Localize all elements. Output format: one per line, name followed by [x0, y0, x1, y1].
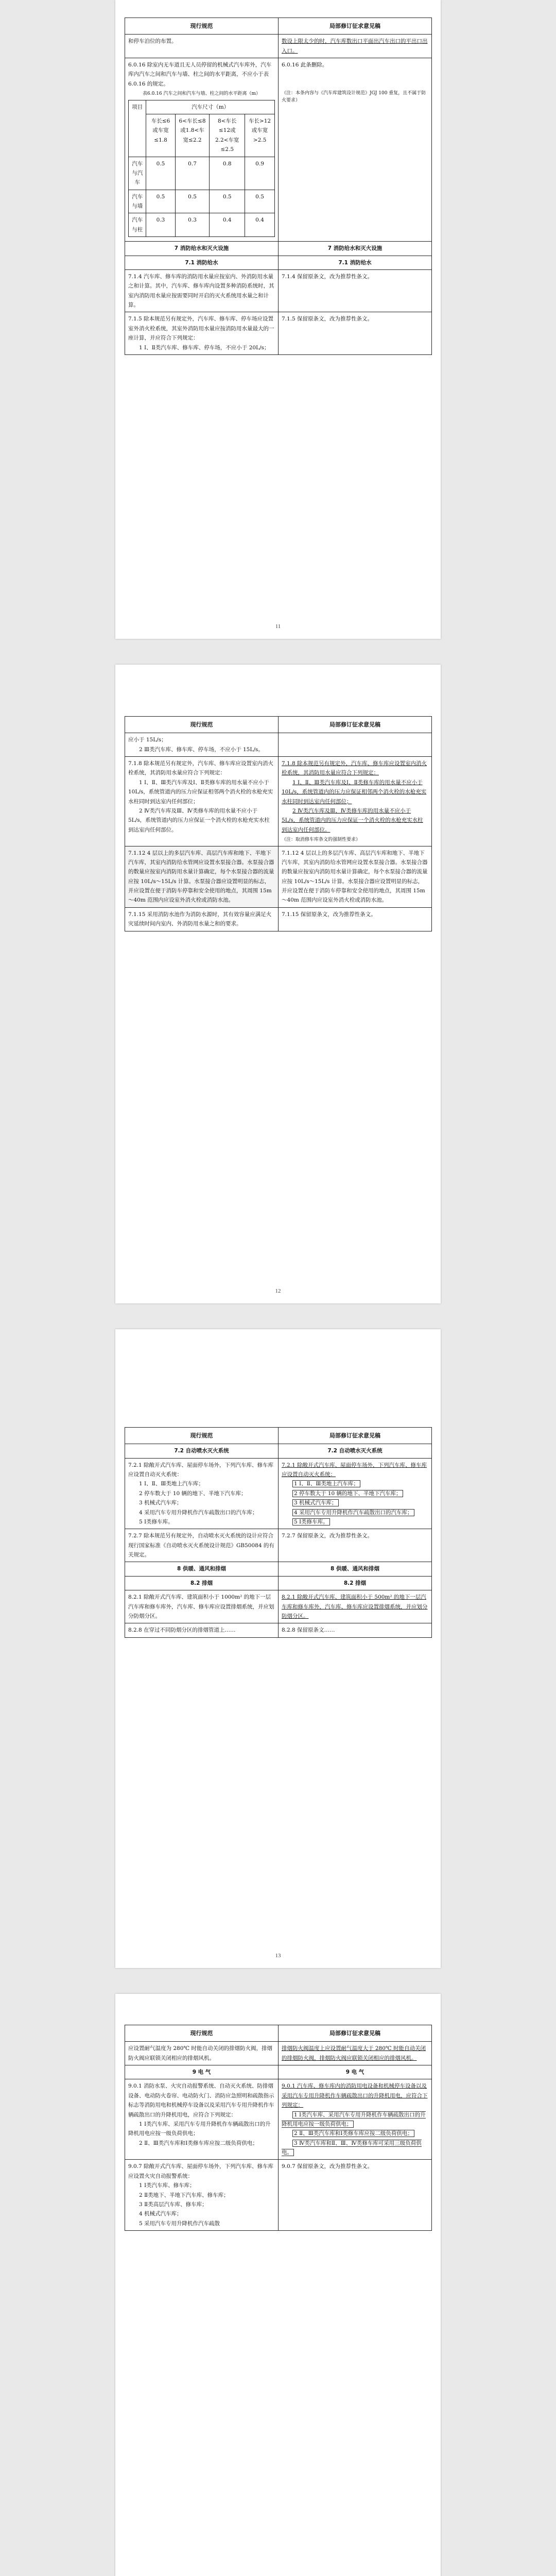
boxed-text: 3 机械式汽车库；	[292, 1499, 339, 1506]
mini-cell: 0.3	[146, 213, 175, 237]
mini-cell: 0.4	[210, 213, 245, 237]
header-revised: 局部修订征求意见稿	[279, 1428, 432, 1444]
cell-left: 7.1.15 采用消防水池作为消防水源时，其有效容量应满足火灾延续时间内室内、外消防用水量之和的要求。	[125, 907, 279, 931]
cell-right: 9.0.7 保留原条文，改为推荐性条文。	[279, 2160, 432, 2231]
section-heading: 9 电 气	[125, 2065, 279, 2079]
section-heading: 8.2 排烟	[125, 1576, 279, 1590]
section-heading: 7 消防给水和灭火设施	[279, 242, 432, 256]
comparison-table	[125, 1427, 432, 1638]
comparison-table	[125, 18, 432, 355]
section-heading: 7.2 自动喷水灭火系统	[279, 1444, 432, 1458]
boxed-text: 1 Ⅰ、Ⅱ、Ⅲ类地上汽车库；	[292, 1480, 360, 1487]
comparison-table	[125, 2025, 432, 2231]
distance-table	[128, 100, 275, 238]
mini-row-label: 汽车与墙	[129, 190, 146, 213]
mini-col: 6<车长≤8或1.8<车宽≤2.2	[175, 114, 210, 157]
mini-row-label: 汽车与柱	[129, 213, 146, 237]
section-heading: 7 消防给水和灭火设施	[125, 242, 279, 256]
page-3	[115, 1329, 441, 1968]
cell-left: 9.0.7 除敞开式汽车库、屋面停车场外，下列汽车库、修车库应设置火灾自动报警系统： 1 Ⅰ类汽车库、修车库； 2 Ⅱ类地下、半地下汽车库、修车库； 3 Ⅱ类高层汽车库、修车库； 4 机械式汽车库； 5 采用汽车专用升降机作汽车疏散	[125, 2160, 279, 2231]
cell-right: 8.2.1 除敞开式汽车库、建筑面积小于 500m² 的地下一层汽车库和修车库外，汽车库、修车库应设置排烟系统，并应划分防烟分区。	[279, 1590, 432, 1623]
cell-right: 7.2.1 除敞开式汽车库、屋面停车场外，下列汽车库、修车库应设置自动灭火系统： 1 Ⅰ、Ⅱ、Ⅲ类地上汽车库； 2 停车数大于 10 辆的地下、半地下汽车库； 3 机械式汽车库； 4 采用汽车专用升降机作汽车疏散出口的汽车库； 5 Ⅰ类修车库。	[279, 1458, 432, 1529]
header-revised: 局部修订征求意见稿	[279, 18, 432, 35]
mini-cell: 0.7	[175, 157, 210, 190]
boxed-text: 3 Ⅳ类汽车库和Ⅱ、Ⅲ、Ⅳ类修车库可采用三级负荷供电。	[282, 2140, 422, 2156]
header-current: 现行规范	[125, 717, 279, 733]
mini-header: 项目	[129, 100, 146, 157]
section-heading: 7.1 消防给水	[279, 256, 432, 269]
cell-left: 7.1.8 除本规范另有规定外，汽车库、修车库应设置室内消火栓系统，其消防用水量应符合下列规定： 1 Ⅰ、Ⅱ、Ⅲ类汽车库及Ⅰ、Ⅱ类修车库的用水量不应小于 10L/s，系统管道内的压力应保证相邻两个消火栓的水枪充实水柱同时到达室内任何部位； 2 Ⅳ类汽车库及Ⅲ、Ⅳ类修车库的用水量不应小于 5L/s，系统管道内的压力应保证一个消火栓的水枪充实水柱到达室内任何部位。	[125, 757, 279, 846]
mini-cell: 0.5	[146, 157, 175, 190]
mini-cell: 0.3	[175, 213, 210, 237]
header-revised: 局部修订征求意见稿	[279, 2025, 432, 2042]
mini-col: 车长≤6或车宽≤1.8	[146, 114, 175, 157]
cell-right: 9.0.1 汽车库、修车库内的消防用电设备和机械停车设备以及采用汽车专用升降机作车辆疏散出口的升降机用电，应符合下列规定： 1 Ⅰ类汽车库、采用汽车专用升降机作车辆疏散出口的升降机用电应按一级负荷供电； 2 Ⅱ、Ⅲ类汽车库和Ⅰ类修车库应按二级负荷供电； 3 Ⅳ类汽车库和Ⅱ、Ⅲ、Ⅳ类修车库可采用三级负荷供电。	[279, 2079, 432, 2160]
section-heading: 8 供暖、通风和排烟	[125, 1562, 279, 1576]
cell-right: 7.1.5 保留原条文，改为推荐性条文。	[279, 312, 432, 355]
cell-right: 7.1.4 保留原条文，改为推荐性条文。	[279, 269, 432, 312]
cell-left: 7.1.12 4 层以上的多层汽车库、高层汽车库和地下、半地下汽车库，其室内消防给水管网应设置水泵接合器。水泵接合器的数量应按室内消防用水量计算确定，每个水泵接合器的流量应按 10L/s～15L/s 计算。水泵接合器应设置明显的标志，并应设置在便于消防车停靠和安全使用的地点，其周围 15m～40m 范围内应设室外消火栓或消防水池。	[125, 846, 279, 907]
section-heading: 8 供暖、通风和排烟	[279, 1562, 432, 1576]
cell-left: 应设置耐气温度为 280℃ 时能自动关闭的排烟防火阀，排烟防火阀应联锁关闭相应的排烟风机。	[125, 2042, 279, 2065]
revision-note: （注：本条内容与《汽车库建筑设计规范》JGJ 100 重复，且不属于防火要求）	[282, 91, 426, 103]
page-number: 12	[275, 1288, 281, 1294]
header-current: 现行规范	[125, 18, 279, 35]
boxed-text: 5 Ⅰ类修车库。	[292, 1518, 330, 1526]
mini-cell: 0.5	[146, 190, 175, 213]
boxed-text: 2 Ⅱ、Ⅲ类汽车库和Ⅰ类修车库应按二级负荷供电；	[292, 2130, 414, 2137]
mini-col: 车长>12或车宽>2.5	[245, 114, 275, 157]
section-heading: 8.2 排烟	[279, 1576, 432, 1590]
header-revised: 局部修订征求意见稿	[279, 717, 432, 733]
mini-cell: 0.5	[245, 190, 275, 213]
section-heading: 9 电 气	[279, 2065, 432, 2079]
comparison-table	[125, 716, 432, 931]
page-1	[115, 0, 441, 639]
mini-cell: 0.5	[210, 190, 245, 213]
cell-right: 7.2.7 保留原条文，改为推荐性条文。	[279, 1529, 432, 1562]
mini-cell: 0.5	[175, 190, 210, 213]
mini-cell: 0.9	[245, 157, 275, 190]
cell-right: 7.1.15 保留原条文，改为推荐性条文。	[279, 907, 432, 931]
cell-right: 排烟防火阀温度上应设置耐气温度大于 280℃ 时能自动关闭的排烟防火阀，排烟防火阀应联锁关闭相应的排烟风机。	[279, 2042, 432, 2065]
cell-right	[279, 733, 432, 757]
page-2	[115, 665, 441, 1303]
mini-col: 8<车长≤12或2.2<车宽≤2.5	[210, 114, 245, 157]
cell-right: 7.1.8 除本规范另有规定外，汽车库、修车库应设置室内消火栓系统，其消防用水量应符合下列规定： 1 Ⅰ、Ⅱ、Ⅲ类汽车库及Ⅰ、Ⅱ类修车库的用水量不应小于 10L/s，系统管道内的压力应保证相邻两个消火栓的水枪充实水柱同时到达室内任何部位； 2 Ⅳ类汽车库及Ⅲ、Ⅳ类修车库的用水量不应小于 5L/s，系统管道内的压力应保证一个消火栓的水枪充实水柱到达室内任何部位。 （注：取消修车库条文的强制性要求）	[279, 757, 432, 846]
cell-left: 6.0.16 除室内无车道且无人员停留的机械式汽车库外，汽车库内汽车之间和汽车与墙、柱之间的水平距离，不应小于表6.0.16 的规定。 表6.0.16 汽车之间和汽车与墙、柱之间的水平距离（m） 项目 汽车尺寸（m） 车长≤6或车宽≤1.8 6<车长≤8或1.8<车宽≤2.2 8<车长≤12或2.2<车宽≤2.5 车长>12或车宽>2.5 汽车与汽车 0.5 0.7 0.8 0.9 汽车与墙 0.5 0.5 0.5 0.5 汽车与柱 0.3 0.3 0.4 0.4	[125, 58, 279, 242]
cell-right: 8.2.8 保留原条文……	[279, 1623, 432, 1637]
cell-left: 和停车泊位的布置。	[125, 35, 279, 58]
section-heading: 7.2 自动喷水灭火系统	[125, 1444, 279, 1458]
mini-header: 汽车尺寸（m）	[146, 100, 275, 114]
cell-left: 应小于 15L/s； 2 Ⅲ类汽车库、修车库、停车场，不应小于 15L/s。	[125, 733, 279, 757]
page-number: 11	[275, 623, 281, 630]
section-heading: 7.1 消防给水	[125, 256, 279, 269]
cell-left: 7.1.5 除本规范另有规定外，汽车库、修车库、停车场应设置室外消火栓系统，其室外消防用水量应按消防用水量最大的一座计算，并应符合下列规定： 1 Ⅰ、Ⅱ类汽车库、修车库、停车场，不应小于 20L/s；	[125, 312, 279, 355]
boxed-text: 1 Ⅰ类汽车库、采用汽车专用升降机作车辆疏散出口的升降机用电应按一级负荷供电；	[282, 2111, 426, 2127]
mini-row-label: 汽车与汽车	[129, 157, 146, 190]
cell-left: 7.2.1 除敞开式汽车库、屋面停车场外，下列汽车库、修车库应设置自动灭火系统： 1 Ⅰ、Ⅱ、Ⅲ类地上汽车库； 2 停车数大于 10 辆的地下、半地下汽车库； 3 机械式汽车库； 4 采用汽车专用升降机作汽车疏散出口的汽车库； 5 Ⅰ类修车库。	[125, 1458, 279, 1529]
cell-left: 9.0.1 消防水泵、火灾自动报警系统、自动灭火系统、防排烟设备、电动防火卷帘、电动防火门、消防应急照明和疏散指示标志等消防用电和机械停车设备以及采用汽车专用升降机作车辆疏散出口的升降机用电，应符合下列规定： 1 Ⅰ类汽车库、采用汽车专用升降机作车辆疏散出口的升降机用电应按一级负荷供电； 2 Ⅱ、Ⅲ类汽车库和Ⅰ类修车库应按二级负荷供电；	[125, 2079, 279, 2160]
boxed-text: 2 停车数大于 10 辆的地下、半地下汽车库；	[292, 1490, 403, 1497]
boxed-text: 4 采用汽车专用升降机作汽车疏散出口的汽车库；	[292, 1509, 414, 1516]
mini-cell: 0.4	[245, 213, 275, 237]
cell-left: 7.2.7 除本规范另有规定外，自动喷水灭火系统的设计应符合现行国家标准《自动喷水灭火系统设计规范》GB50084 的有关规定。	[125, 1529, 279, 1562]
cell-left: 8.2.1 除敞开式汽车库、建筑面积小于 1000m² 的地下一层汽车库和修车库外，汽车库、修车库应设置排烟系统，并应划分防烟分区。	[125, 1590, 279, 1623]
cell-left: 7.1.4 汽车库、修车库的消防用水量应按室内、外消防用水量之和计算。其中，汽车库、修车库内设置多种消防系统时，其室内消防用水量应按需要同时开启的灭火系统用水量之和计算。	[125, 269, 279, 312]
cell-left: 8.2.8 在穿过不同防烟分区的排烟管道上……	[125, 1623, 279, 1637]
cell-right: 7.1.12 4 层以上的多层汽车库、高层汽车库和地下、半地下汽车库，其室内消防给水管网应设置水泵接合器。水泵接合器的数量应按室内消防用水量计算确定，每个水泵接合器的流量应按 10L/s～15L/s 计算。水泵接合器应设置明显的标志，并应设置在便于消防车停靠和安全使用的地点，其周围 15m～40m 范围内应设室外消火栓或消防水池。	[279, 846, 432, 907]
mini-cell: 0.8	[210, 157, 245, 190]
header-current: 现行规范	[125, 1428, 279, 1444]
revision-note: （注：取消修车库条文的强制性要求）	[282, 837, 361, 842]
page-number: 13	[275, 1953, 281, 1959]
cell-right: 6.0.16 此条删除。 （注：本条内容与《汽车库建筑设计规范》JGJ 100 重复，且不属于防火要求）	[279, 58, 432, 242]
header-current: 现行规范	[125, 2025, 279, 2042]
cell-right: 数设上限太少的时，汽车库数出口平面出汽车出口的平出口出入口。	[279, 35, 432, 58]
table-caption: 表6.0.16 汽车之间和汽车与墙、柱之间的水平距离（m）	[142, 91, 261, 97]
page-4	[115, 1994, 441, 2576]
